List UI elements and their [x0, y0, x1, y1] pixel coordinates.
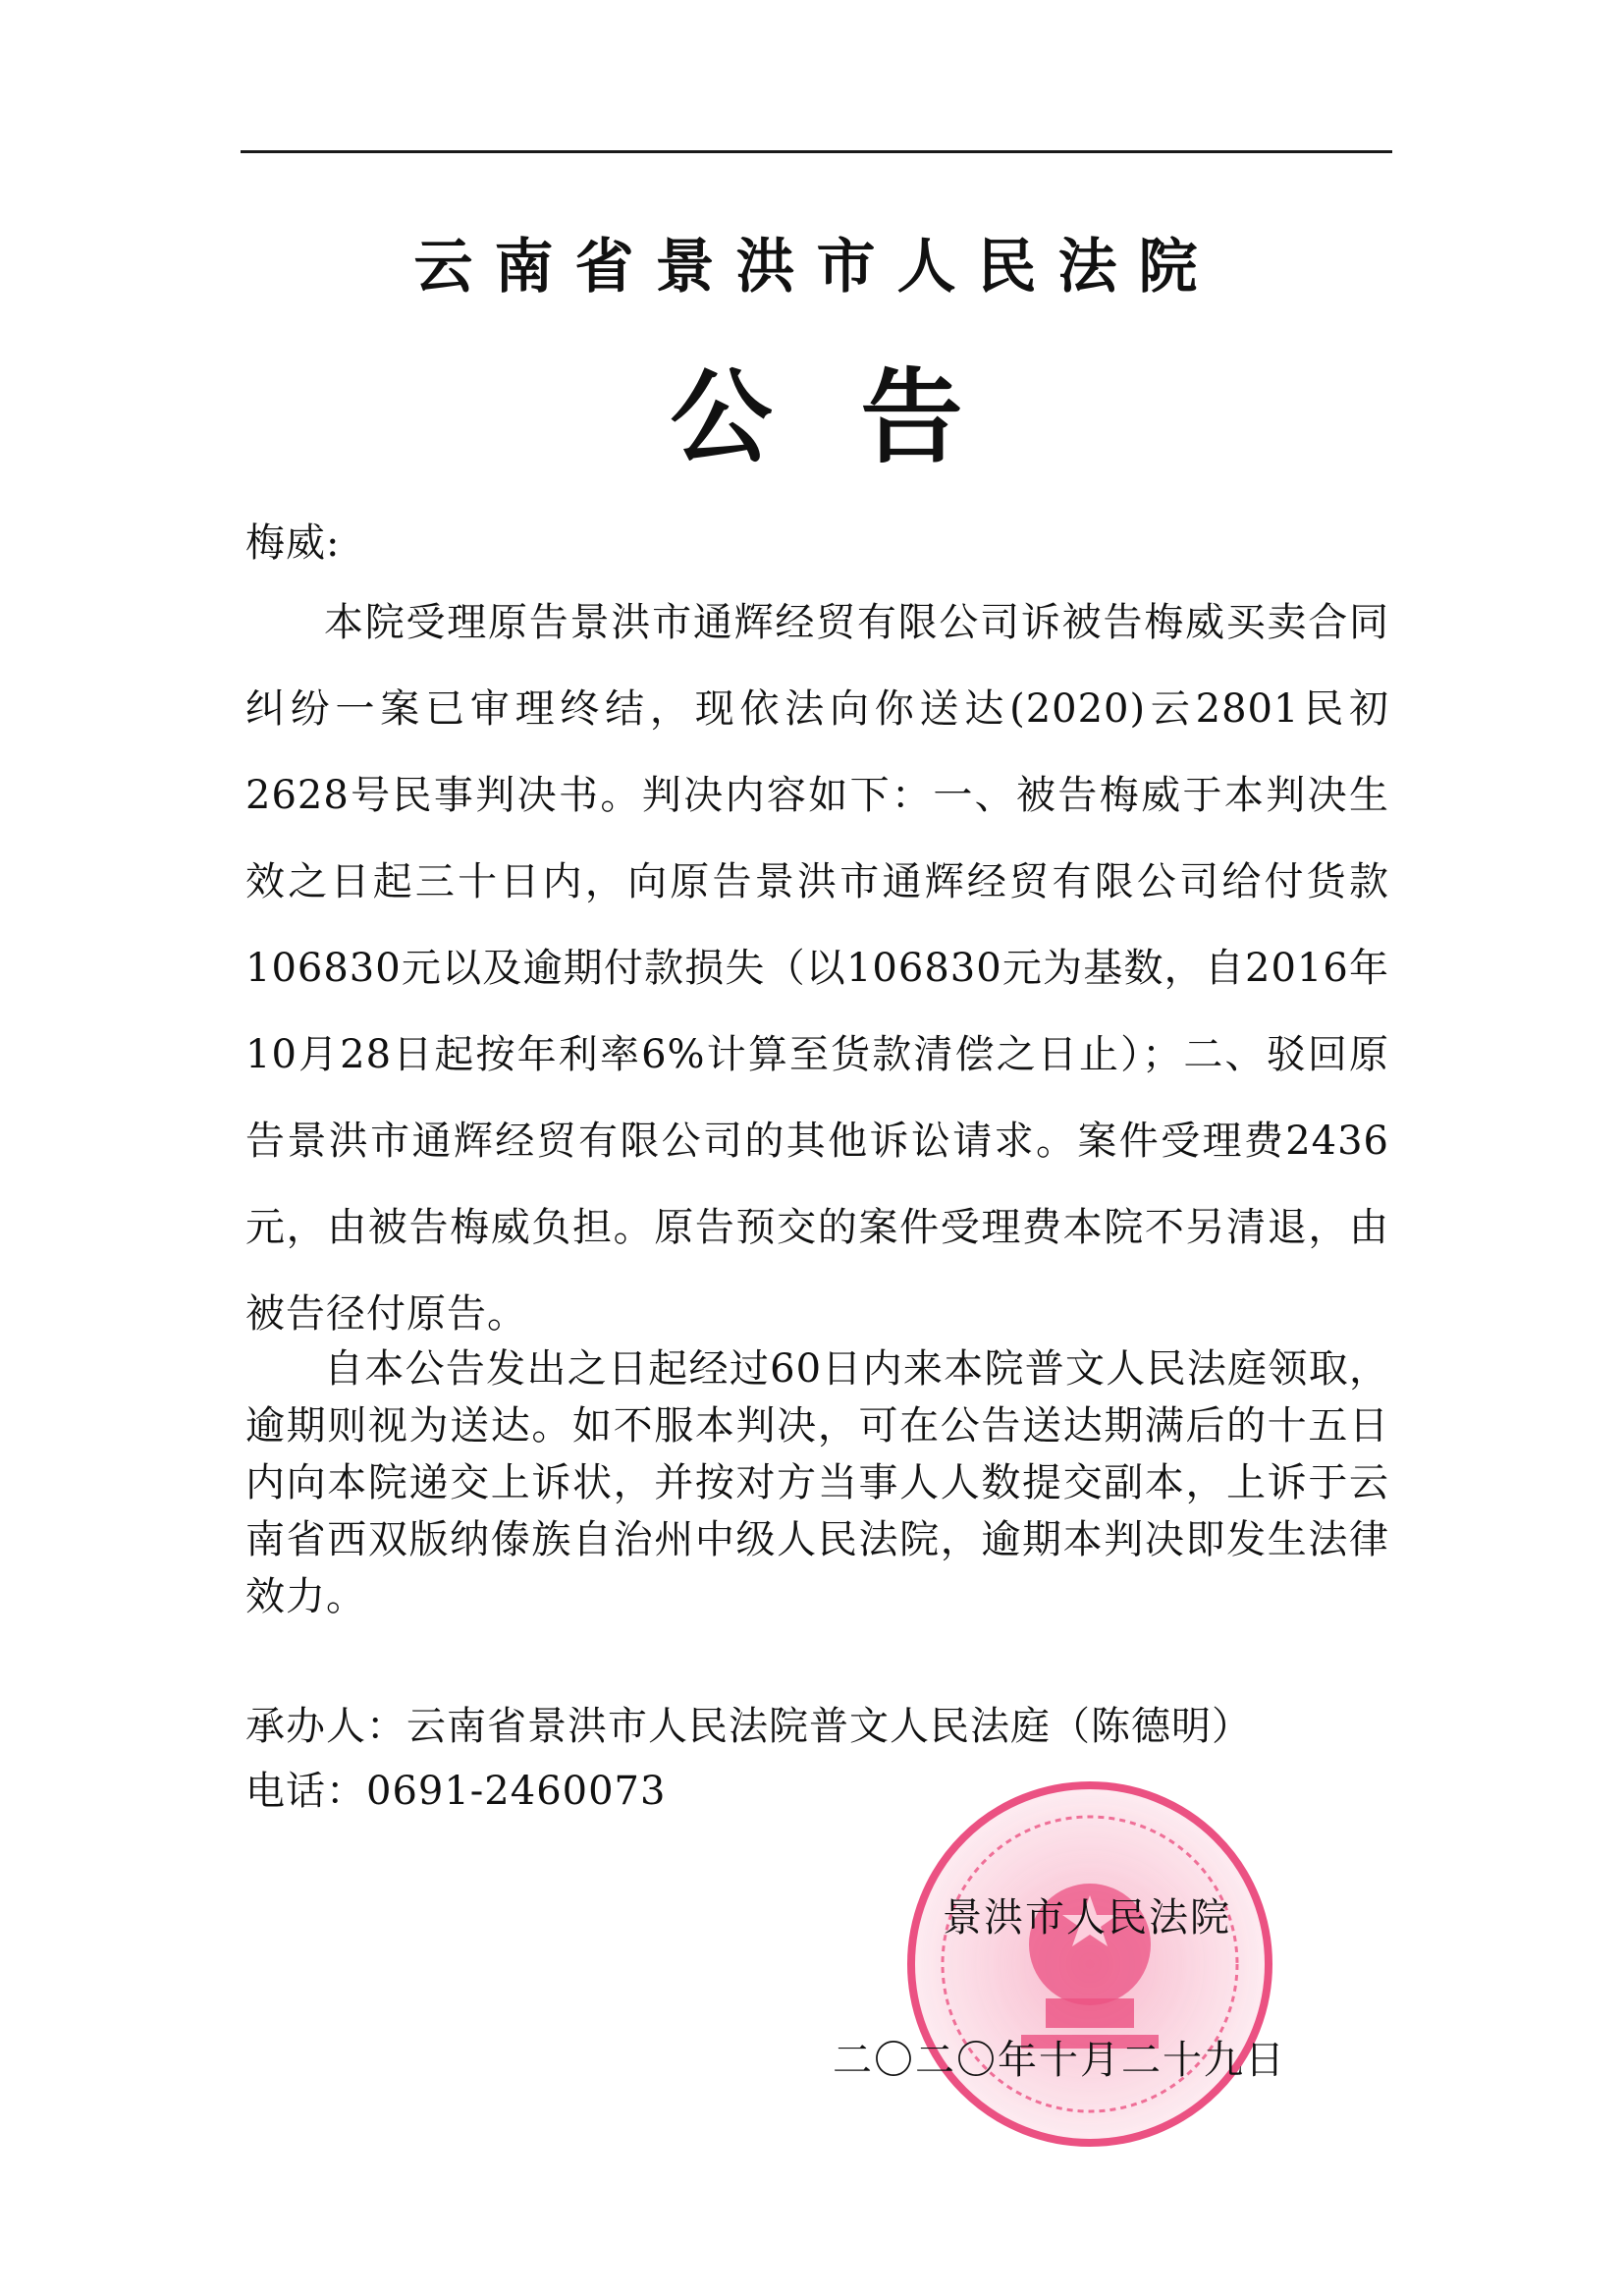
phone-line: 电话：0691-2460073 [245, 1769, 667, 1814]
issue-date: 二〇二〇年十月二十九日 [833, 2038, 1286, 2083]
handler-line: 承办人：云南省景洪市人民法院普文人民法庭（陈德明） [245, 1704, 1252, 1749]
court-seal-icon [903, 1777, 1276, 2151]
court-name-heading: 云南省景洪市人民法院 [413, 233, 1219, 301]
addressee: 梅威: [245, 520, 341, 566]
judgment-paragraph: 本院受理原告景洪市通辉经贸有限公司诉被告梅威买卖合同纠纷一案已审理终结，现依法向你送达(2020)云2801民初2628号民事判决书。判决内容如下：一、被告梅威于本判决生效之日起三十日内，向原告景洪市通辉经贸有限公司给付货款106830元以及逾期付款损失（以106830元为基数，自2016年10月28日起按年利率6%计算至货款清偿之日止）；二、驳回原告景洪市通辉经贸有限公司的其他诉讼请求。案件受理费2436元，由被告梅威负担。原告预交的案件受理费本院不另清退，由被告径付原告。 [245, 600, 1389, 1337]
header-rule [241, 150, 1392, 153]
notice-title: 公告 [670, 356, 1052, 477]
service-paragraph: 自本公告发出之日起经过60日内来本院普文人民法庭领取，逾期则视为送达。如不服本判决，可在公告送达期满后的十五日内向本院递交上诉状，并按对方当事人人数提交副本，上诉于云南省西双版纳傣族自治州中级人民法院，逾期本判决即发生法律效力。 [245, 1346, 1389, 1619]
signature-court: 景洪市人民法院 [943, 1895, 1231, 1941]
